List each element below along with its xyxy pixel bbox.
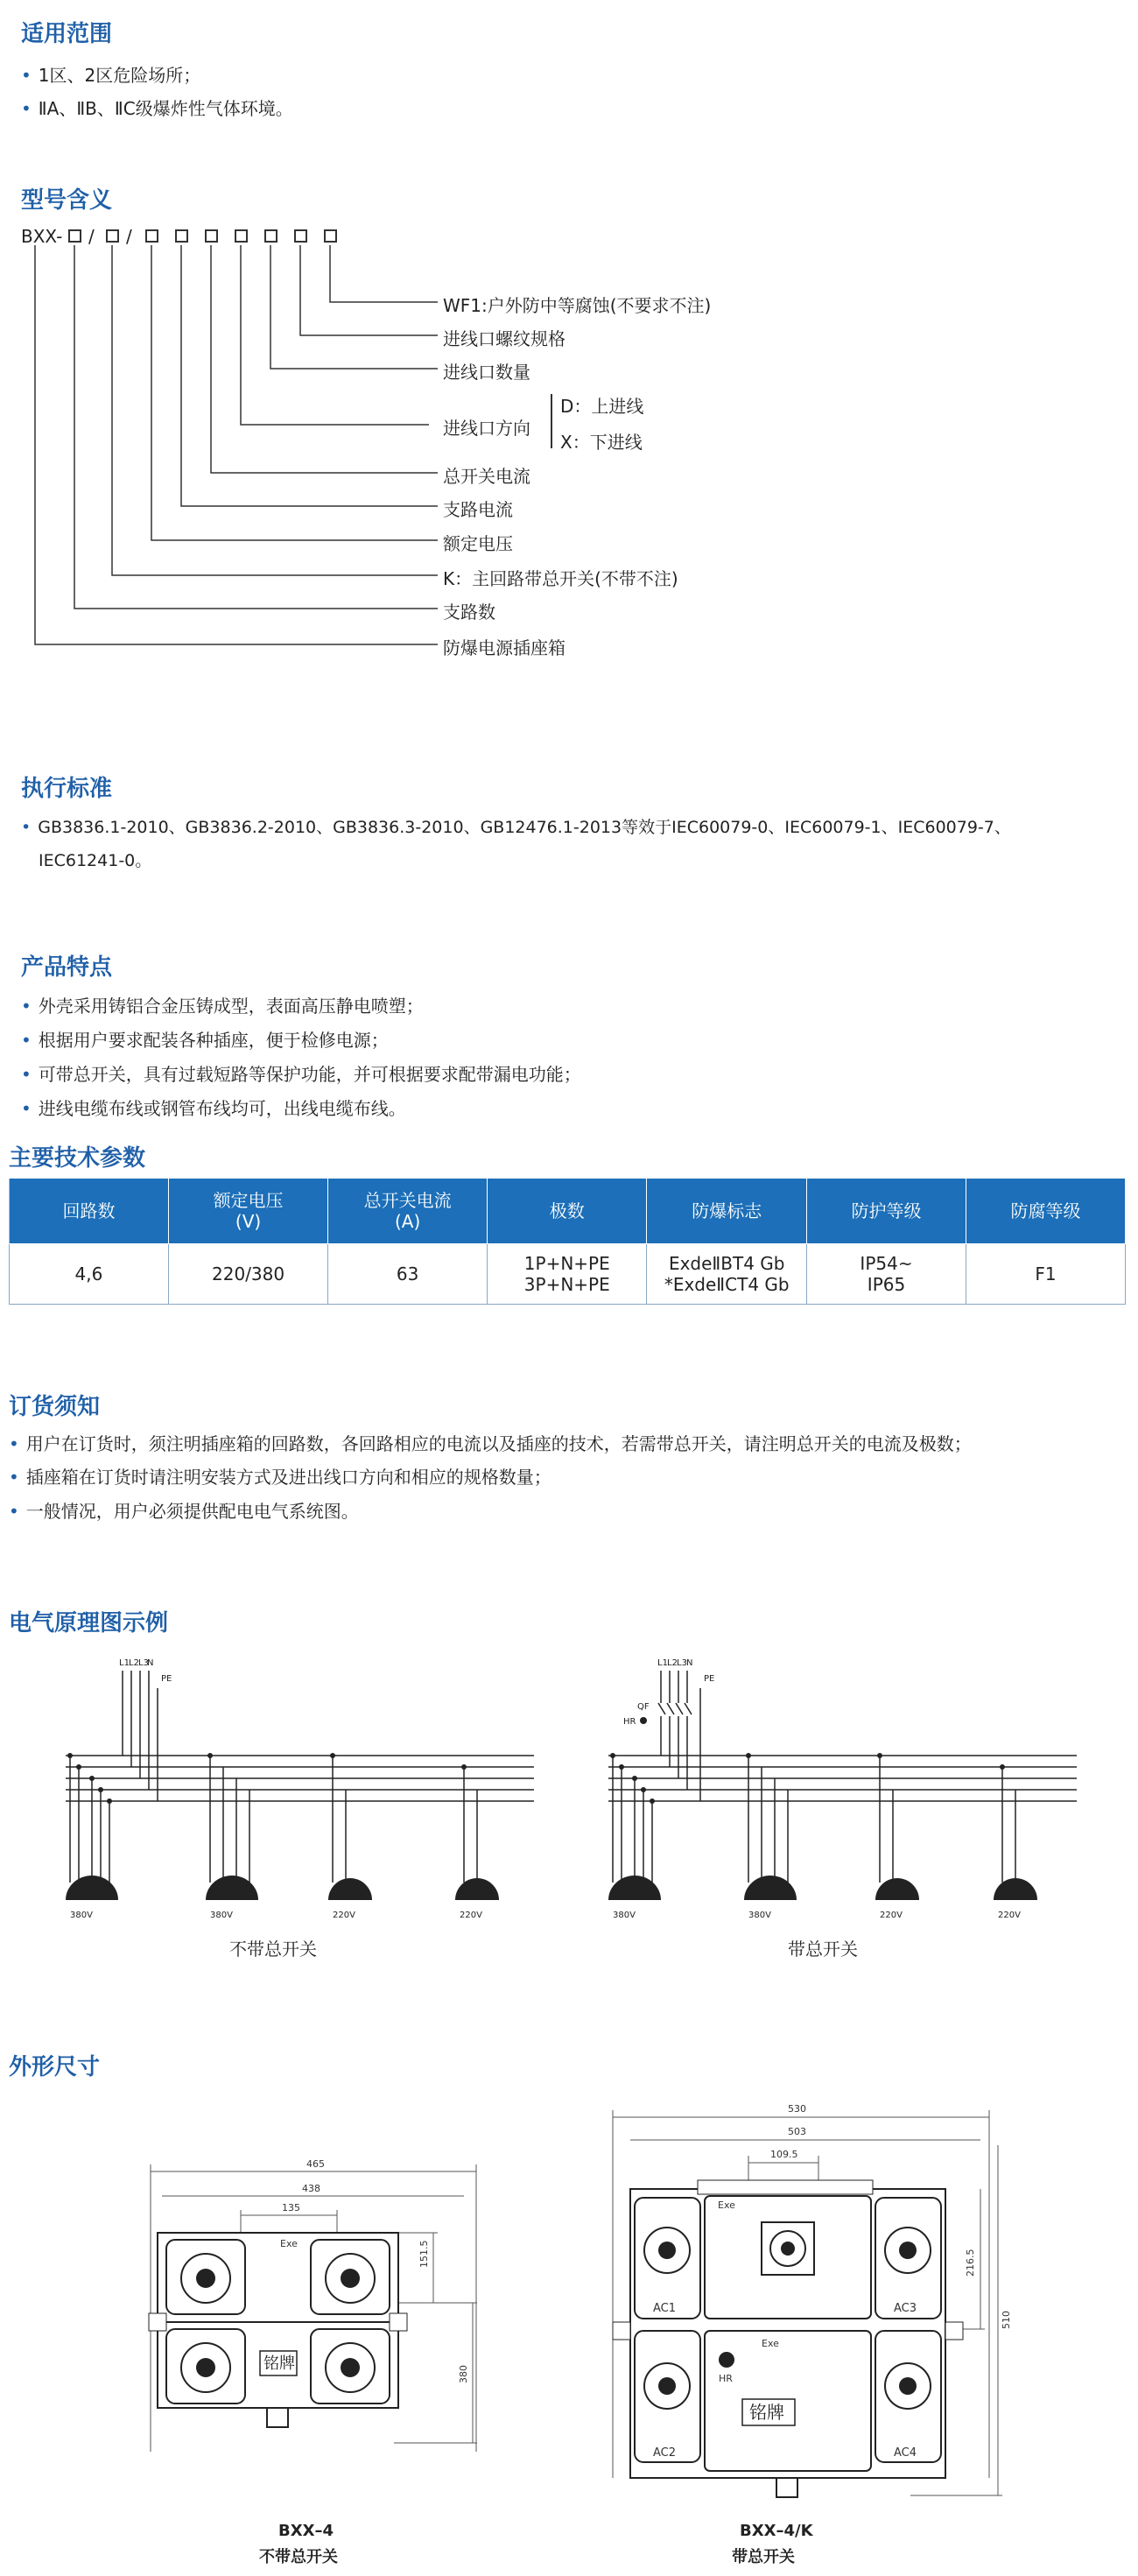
table-cell: 220/380 [168, 1244, 327, 1305]
table-cell: 4,6 [10, 1244, 169, 1305]
order-item: • 用户在订货时，须注明插座箱的回路数，各回路相应的电流以及插座的技术，若需带总开关，请注明总开关的电流及极数； [9, 1430, 972, 1455]
model-label: WF1:户外防中等腐蚀(不要求不注) [443, 295, 712, 316]
bus-label: N [147, 1658, 154, 1668]
exe-label: Exe [762, 2338, 779, 2349]
bus-label: N [686, 1658, 693, 1668]
model-label: 额定电压 [443, 533, 513, 554]
bus-label: L1 [119, 1658, 130, 1668]
nameplate-label: 铭牌 [749, 2402, 784, 2423]
table-cell: ExdeⅡBT4 Gb *ExdeⅡCT4 Gb [647, 1244, 806, 1305]
voltage-label: 220V [998, 1911, 1021, 1920]
model-label: 总开关电流 [443, 466, 530, 487]
model-slash: / [88, 226, 95, 247]
dim-value: 510 [1001, 2311, 1012, 2329]
dim-value: 151.5 [418, 2240, 430, 2268]
diagram-caption-left: 不带总开关 [229, 1939, 317, 1960]
table-header-cell: 总开关电流 (A) [328, 1179, 488, 1244]
scope-item: • 1区、2区危险场所； [21, 61, 200, 87]
bus-label: L2 [129, 1658, 139, 1668]
bus-label: L2 [667, 1658, 678, 1668]
scope-item: • ⅡA、ⅡB、ⅡC级爆炸性气体环境。 [21, 95, 293, 120]
switch-label: HR [623, 1717, 636, 1727]
section-title-dims: 外形尺寸 [9, 2054, 101, 2080]
voltage-label: 380V [210, 1911, 233, 1920]
standard-line: • GB3836.1-2010、GB3836.2-2010、GB3836.3-2010、GB12476.1-2013等效于IEC60079-0、IEC60079-1、IEC60079-7、 [21, 814, 1011, 838]
table-header-cell: 防腐等级 [966, 1179, 1126, 1244]
table-cell: 63 [328, 1244, 488, 1305]
hr-label: HR [719, 2373, 733, 2384]
dim-value: 530 [788, 2103, 806, 2115]
table-header-cell: 极数 [488, 1179, 647, 1244]
order-item: • 插座箱在订货时请注明安装方式及进出线口方向和相应的规格数量； [9, 1463, 551, 1489]
params-table [9, 1178, 1126, 1305]
section-title-scope: 适用范围 [21, 21, 113, 47]
diagram-caption-right: 带总开关 [788, 1939, 858, 1960]
section-title-params: 主要技术参数 [9, 1145, 146, 1172]
model-label: 进线口数量 [443, 362, 530, 383]
direction-x: X：下进线 [560, 432, 643, 453]
exe-label: Exe [718, 2199, 735, 2211]
voltage-label: 380V [613, 1911, 636, 1920]
feature-item: • 可带总开关，具有过载短路等保护功能，并可根据要求配带漏电功能； [21, 1060, 581, 1086]
nameplate-label: 铭牌 [263, 2354, 295, 2373]
model-label: 进线口螺纹规格 [443, 328, 565, 349]
dim-value: 465 [306, 2158, 325, 2170]
dimension-drawing-right [595, 2093, 1015, 2530]
model-prefix: BXX- [21, 226, 63, 247]
voltage-label: 380V [748, 1911, 771, 1920]
dim-value: 438 [302, 2183, 320, 2194]
circuit-diagram-with-switch [595, 1655, 1085, 1926]
feature-item: • 外壳采用铸铝合金压铸成型，表面高压静电喷塑； [21, 992, 424, 1017]
model-leader-lines [0, 0, 455, 665]
switch-label: QF [637, 1702, 650, 1712]
dimension-drawing-left [131, 2154, 499, 2522]
circuit-diagram-without-switch [53, 1655, 543, 1926]
bus-label: PE [161, 1674, 172, 1684]
bus-label: L1 [657, 1658, 668, 1668]
model-caption-left: BXX–4 [278, 2522, 334, 2540]
dims-caption-left: 不带总开关 [259, 2548, 338, 2566]
dim-value: 109.5 [770, 2149, 798, 2160]
bus-label: PE [704, 1674, 715, 1684]
table-row [10, 1244, 1126, 1305]
table-cell: 1P+N+PE 3P+N+PE [488, 1244, 647, 1305]
voltage-label: 380V [70, 1911, 93, 1920]
ac-label: AC3 [894, 2302, 917, 2315]
table-header-cell: 额定电压 (V) [168, 1179, 327, 1244]
model-caption-right: BXX–4/K [740, 2522, 813, 2540]
bus-label: L3 [138, 1658, 149, 1668]
table-cell: IP54~ IP65 [806, 1244, 966, 1305]
direction-bracket [551, 394, 552, 448]
model-slash: / [126, 226, 132, 247]
ac-label: AC4 [894, 2446, 917, 2460]
section-title-order: 订货须知 [9, 1394, 101, 1420]
table-header-row [10, 1179, 1126, 1244]
ac-label: AC2 [653, 2446, 677, 2460]
standard-line: IEC61241-0。 [39, 851, 152, 870]
bus-label: L3 [677, 1658, 687, 1668]
ac-label: AC1 [653, 2302, 677, 2315]
dim-value: 503 [788, 2126, 806, 2137]
section-title-diagram: 电气原理图示例 [9, 1610, 169, 1636]
model-label: K：主回路带总开关(不带不注) [443, 568, 678, 589]
section-title-model: 型号含义 [21, 187, 113, 214]
voltage-label: 220V [333, 1911, 355, 1920]
model-label: 支路电流 [443, 499, 513, 520]
table-cell: F1 [966, 1244, 1126, 1305]
exe-label: Exe [280, 2238, 298, 2249]
model-label: 支路数 [443, 602, 495, 623]
dim-value: 380 [458, 2365, 469, 2383]
feature-item: • 进线电缆布线或钢管布线均可，出线电缆布线。 [21, 1094, 406, 1120]
section-title-features: 产品特点 [21, 954, 113, 981]
model-label: 进线口方向 [443, 418, 530, 439]
model-label: 防爆电源插座箱 [443, 637, 565, 658]
voltage-label: 220V [460, 1911, 482, 1920]
feature-item: • 根据用户要求配装各种插座，便于检修电源； [21, 1026, 389, 1052]
table-header-cell: 防护等级 [806, 1179, 966, 1244]
direction-d: D：上进线 [560, 396, 644, 417]
table-header-cell: 回路数 [10, 1179, 169, 1244]
dim-value: 135 [282, 2202, 300, 2214]
dim-value: 216.5 [965, 2249, 976, 2277]
section-title-standard: 执行标准 [21, 776, 113, 802]
dims-caption-right: 带总开关 [732, 2548, 795, 2566]
voltage-label: 220V [880, 1911, 903, 1920]
order-item: • 一般情况，用户必须提供配电电气系统图。 [9, 1497, 359, 1523]
table-header-cell: 防爆标志 [647, 1179, 806, 1244]
